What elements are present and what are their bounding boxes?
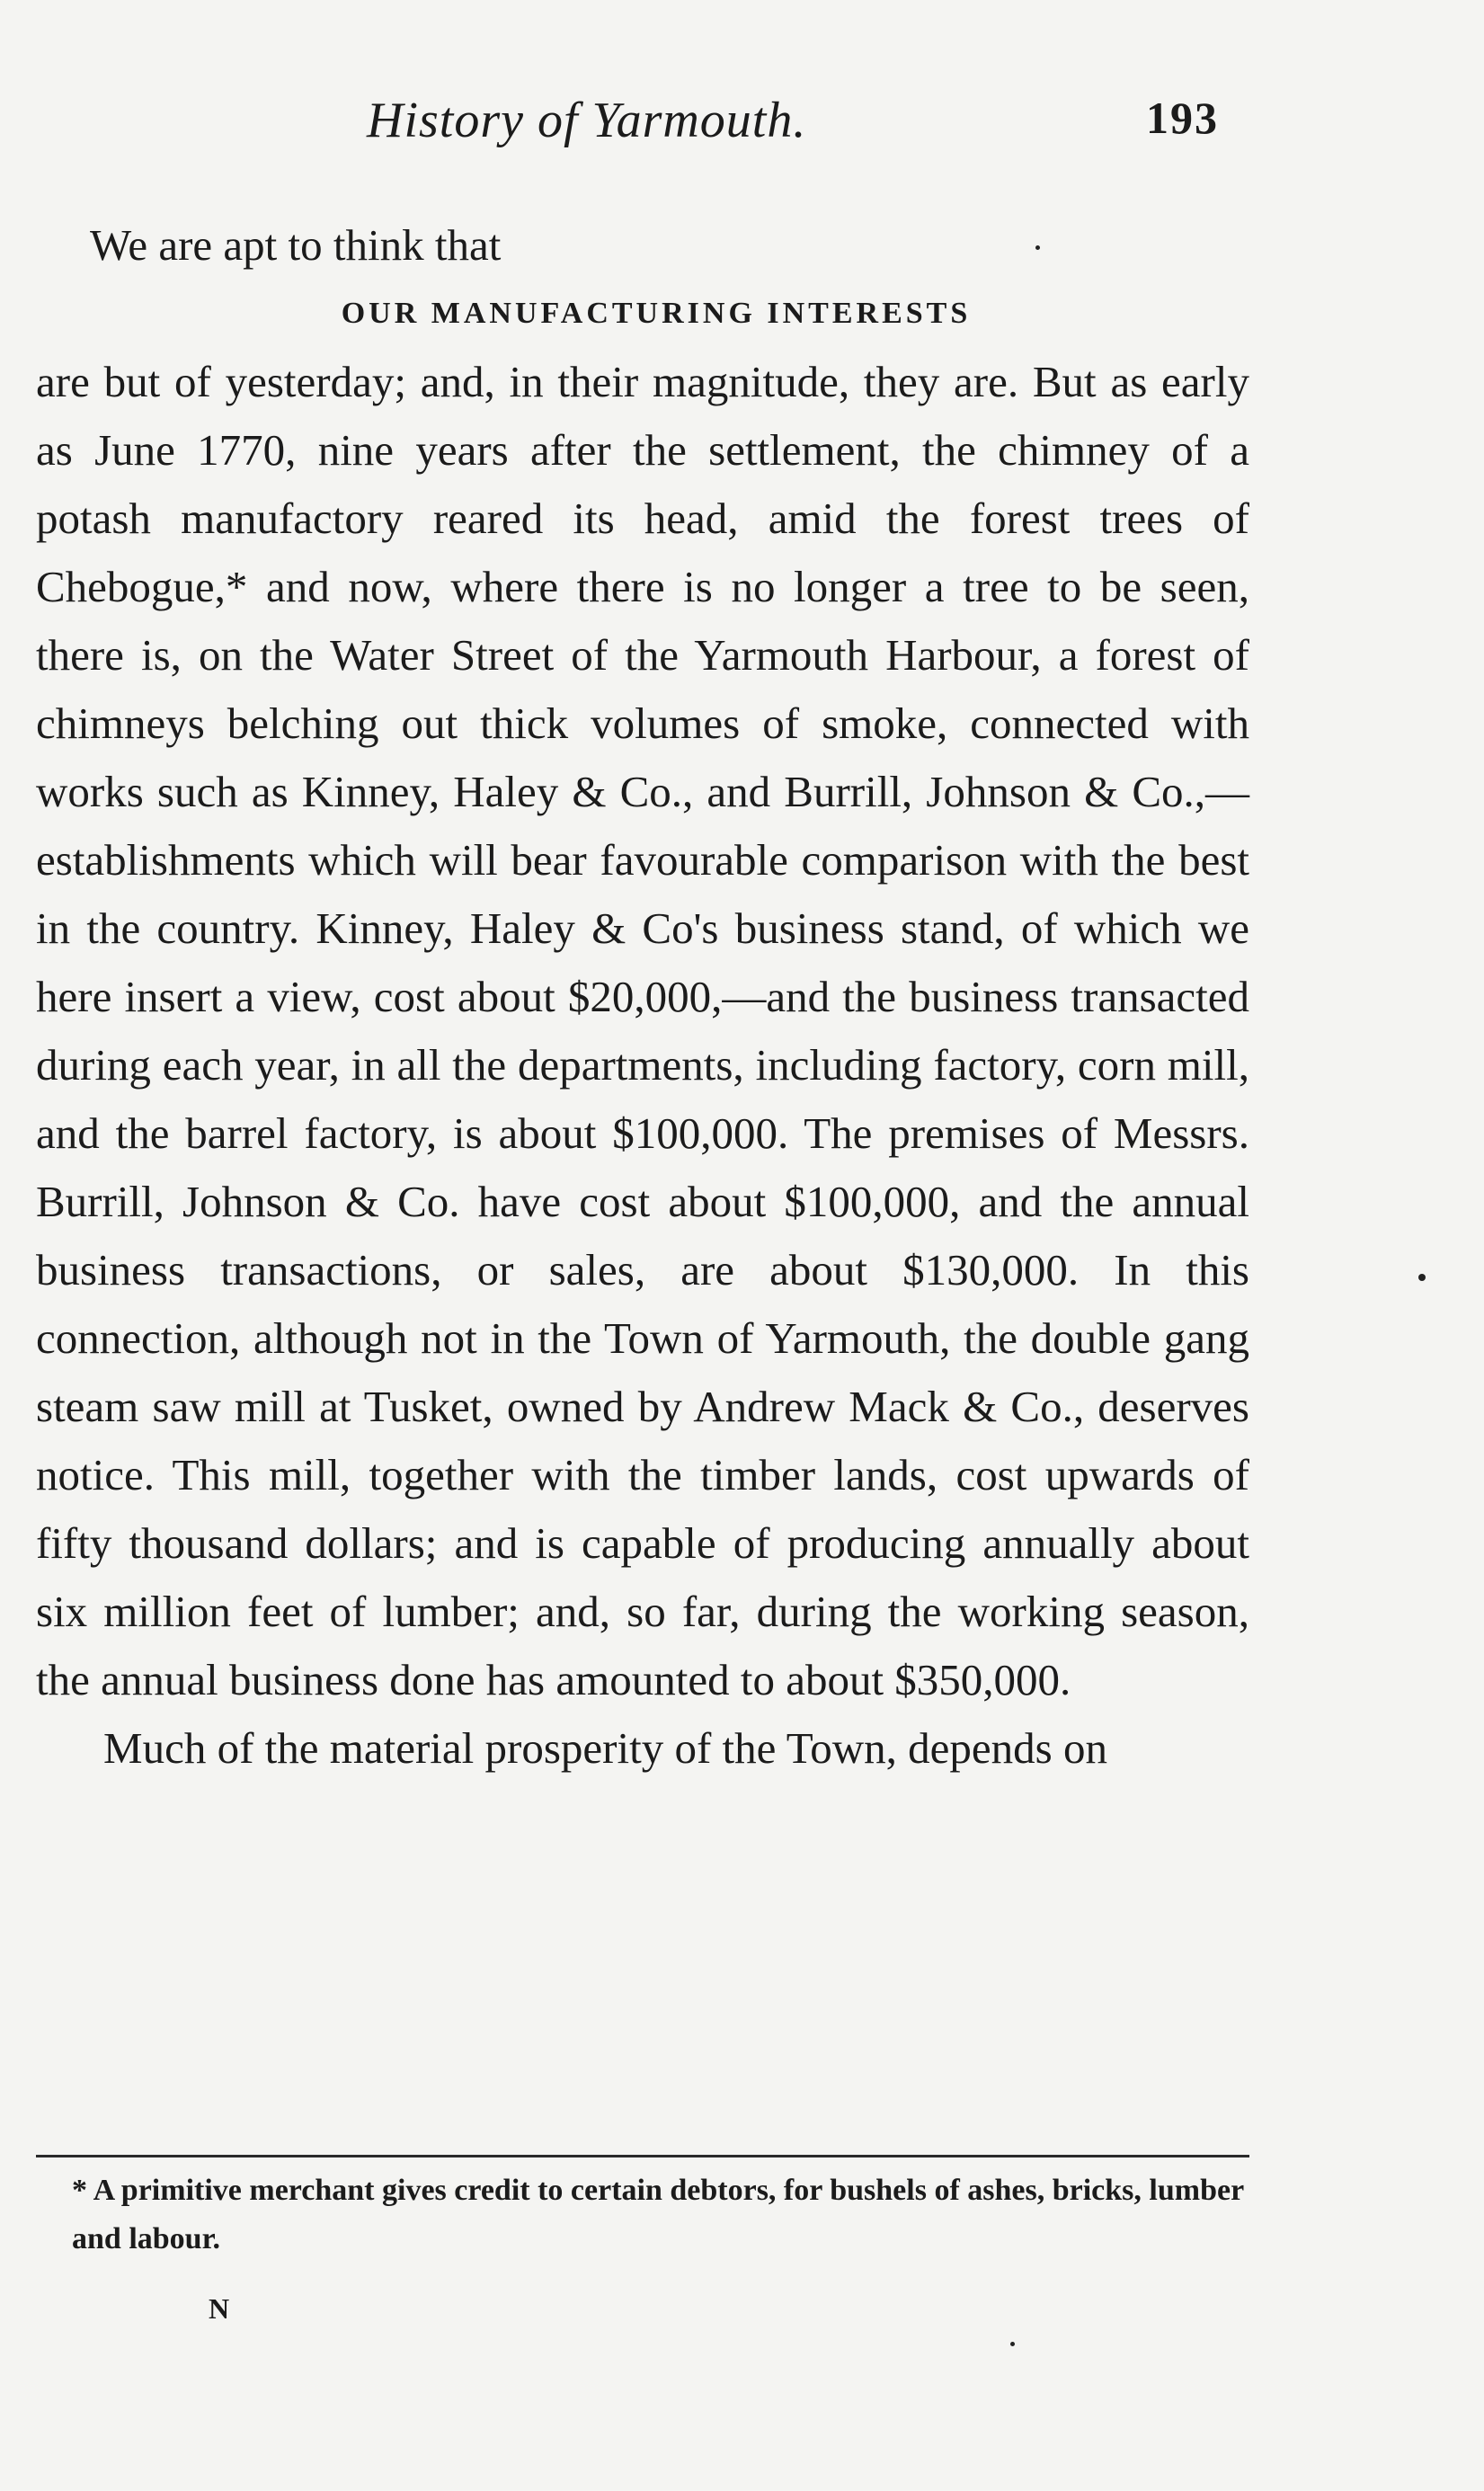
running-title: History of Yarmouth.: [367, 93, 807, 148]
paragraph-manufacturing: are but of yesterday; and, in their magnitude, they are. But as early as June 1770, nine years after the settlement, the chimney of a potash manufactory reared its head, amid the forest trees of Chebogue,* and now, where there is no longer a tree to be seen, there is, on the Water Street of the Yarmouth Harbour, a forest of chimneys belching out thick volumes of smoke, connected with works such as Kinney, Haley & Co., and Burrill, Johnson & Co.,—establishments which will bear favourable comparison with the best in the country. Kinney, Haley & Co's business stand, of which we here insert a view, cost about $20,000,—and the business transacted during each year, in all the departments, including factory, corn mill, and the barrel factory, is about $100,000. The premises of Messrs. Burrill, Johnson & Co. have cost about $100,000, and the annual business transactions, or sales, are about $130,000. In this connection, although not in the Town of Yarmouth, the double gang steam saw mill at Tusket, owned by Andrew Mack & Co., deserves notice. This mill, together with the timber lands, cost upwards of fifty thousand dollars; and is capable of producing annually about six million feet of lumber; and, so far, during the working season, the annual business done has amounted to about $350,000.: [36, 357, 1249, 1704]
section-heading: OUR MANUFACTURING INTERESTS: [341, 297, 972, 330]
page-number: 193: [1146, 93, 1219, 143]
print-speck: [1418, 1274, 1426, 1281]
print-speck: [1010, 2342, 1015, 2346]
footnote-divider: [36, 2155, 1249, 2157]
intro-line: We are apt to think that: [90, 220, 502, 270]
print-speck: [1035, 245, 1040, 250]
footnote-text: * A primitive merchant gives credit to certain debtors, for bushels of ashes, bricks, lumber and labour.: [72, 2174, 1244, 2255]
paragraph-continued: Much of the material prosperity of the Town, depends on: [103, 1723, 1107, 1773]
footnote: [36, 2166, 1249, 2264]
main-text: [36, 211, 1249, 1783]
page-header: [0, 92, 1484, 164]
signature-mark: N: [209, 2292, 230, 2325]
